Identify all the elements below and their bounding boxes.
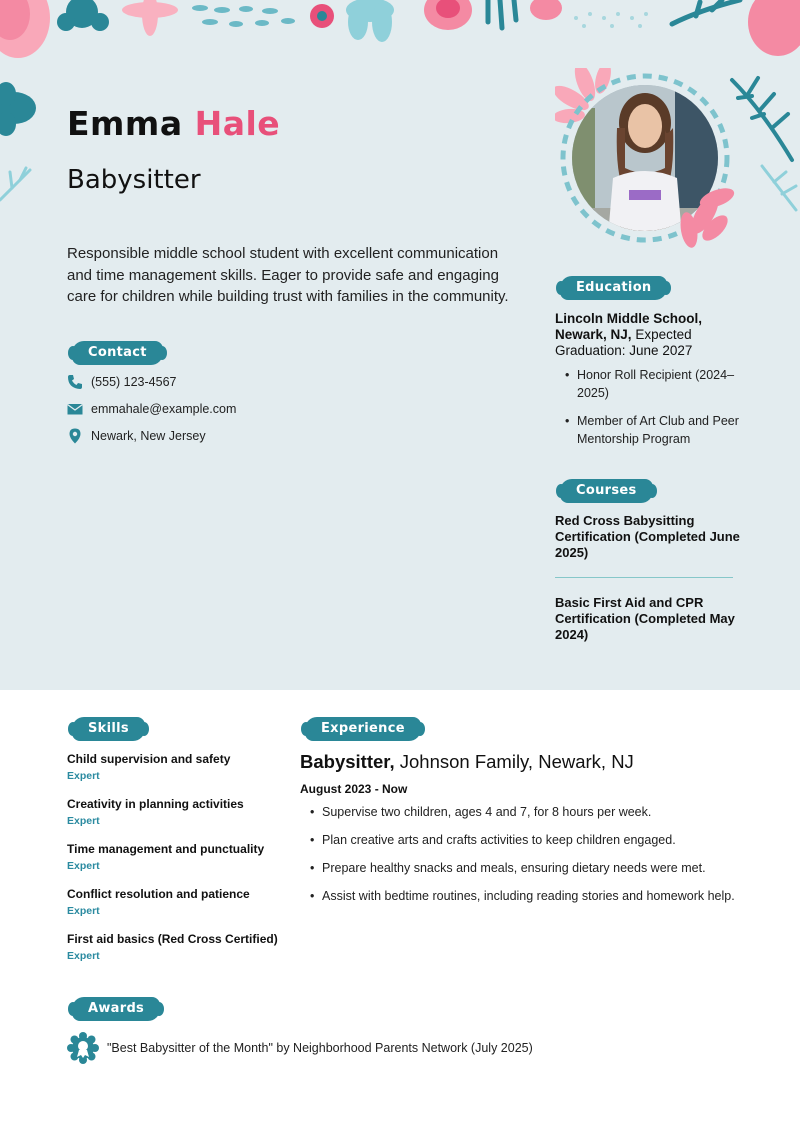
contact-phone — [67, 373, 176, 391]
contact-heading: Contact — [72, 341, 163, 365]
last-name: Hale — [194, 104, 281, 143]
award-badge-icon — [67, 1032, 99, 1064]
school-name: Lincoln Middle School, Newark, NJ, — [555, 311, 702, 342]
course-divider — [555, 577, 733, 578]
profile-photo — [555, 68, 735, 248]
list-item: • Honor Roll Recipient (2024–2025) — [565, 366, 745, 402]
skill-level: Expert — [67, 815, 100, 827]
list-item: • Assist with bedtime routines, including reading stories and homework help. — [310, 887, 780, 905]
contact-location — [67, 427, 206, 445]
skill-level: Expert — [67, 770, 100, 782]
course-item: Red Cross Babysitting Certification (Completed June 2025) — [555, 513, 740, 560]
education-bullets — [565, 366, 745, 448]
wave-divider — [0, 666, 800, 696]
first-name: Emma — [67, 104, 183, 143]
leaf-decoration-left — [0, 80, 40, 210]
education-heading: Education — [560, 276, 667, 300]
email-address: emmahale@example.com — [91, 402, 237, 416]
contact-email — [67, 400, 236, 418]
profile-summary: Responsible middle school student with excellent communication and time management skills. Eager to provide safe and engaging care for children while building trust with families in the community. — [67, 245, 509, 305]
list-item: • Supervise two children, ages 4 and 7, for 8 hours per week. — [310, 803, 780, 821]
award-item: "Best Babysitter of the Month" by Neighborhood Parents Network (July 2025) — [107, 1041, 533, 1055]
graduation-detail: Expected Graduation: June 2027 — [555, 327, 693, 358]
list-item: • Plan creative arts and crafts activities to keep children engaged. — [310, 831, 780, 849]
courses-heading: Courses — [560, 479, 653, 503]
location-text: Newark, New Jersey — [91, 429, 206, 443]
list-item: • Member of Art Club and Peer Mentorship Program — [565, 412, 745, 448]
experience-employer: Johnson Family, Newark, NJ — [399, 751, 634, 772]
awards-heading: Awards — [72, 997, 160, 1021]
experience-heading: Experience — [305, 717, 421, 741]
candidate-name — [67, 104, 280, 143]
skill-name: First aid basics (Red Cross Certified) — [67, 932, 278, 946]
experience-bullets — [310, 803, 780, 905]
mail-icon — [67, 401, 83, 417]
skills-heading: Skills — [72, 717, 145, 741]
skill-level: Expert — [67, 950, 100, 962]
list-item: • Prepare healthy snacks and meals, ensuring dietary needs were met. — [310, 859, 780, 877]
location-pin-icon — [67, 428, 83, 444]
experience-title — [300, 751, 634, 773]
phone-number: (555) 123-4567 — [91, 375, 177, 389]
skill-level: Expert — [67, 905, 100, 917]
course-item: Basic First Aid and CPR Certification (Completed May 2024) — [555, 595, 735, 642]
phone-icon — [67, 374, 83, 390]
skill-name: Creativity in planning activities — [67, 797, 244, 811]
floral-decoration-top — [0, 0, 800, 70]
skill-name: Time management and punctuality — [67, 842, 265, 856]
skill-level: Expert — [67, 860, 100, 872]
job-title: Babysitter — [67, 165, 201, 195]
skill-name: Child supervision and safety — [67, 752, 231, 766]
education-school — [555, 311, 745, 359]
experience-dates: August 2023 - Now — [300, 782, 408, 796]
skill-name: Conflict resolution and patience — [67, 887, 250, 901]
experience-role: Babysitter, — [300, 751, 395, 772]
